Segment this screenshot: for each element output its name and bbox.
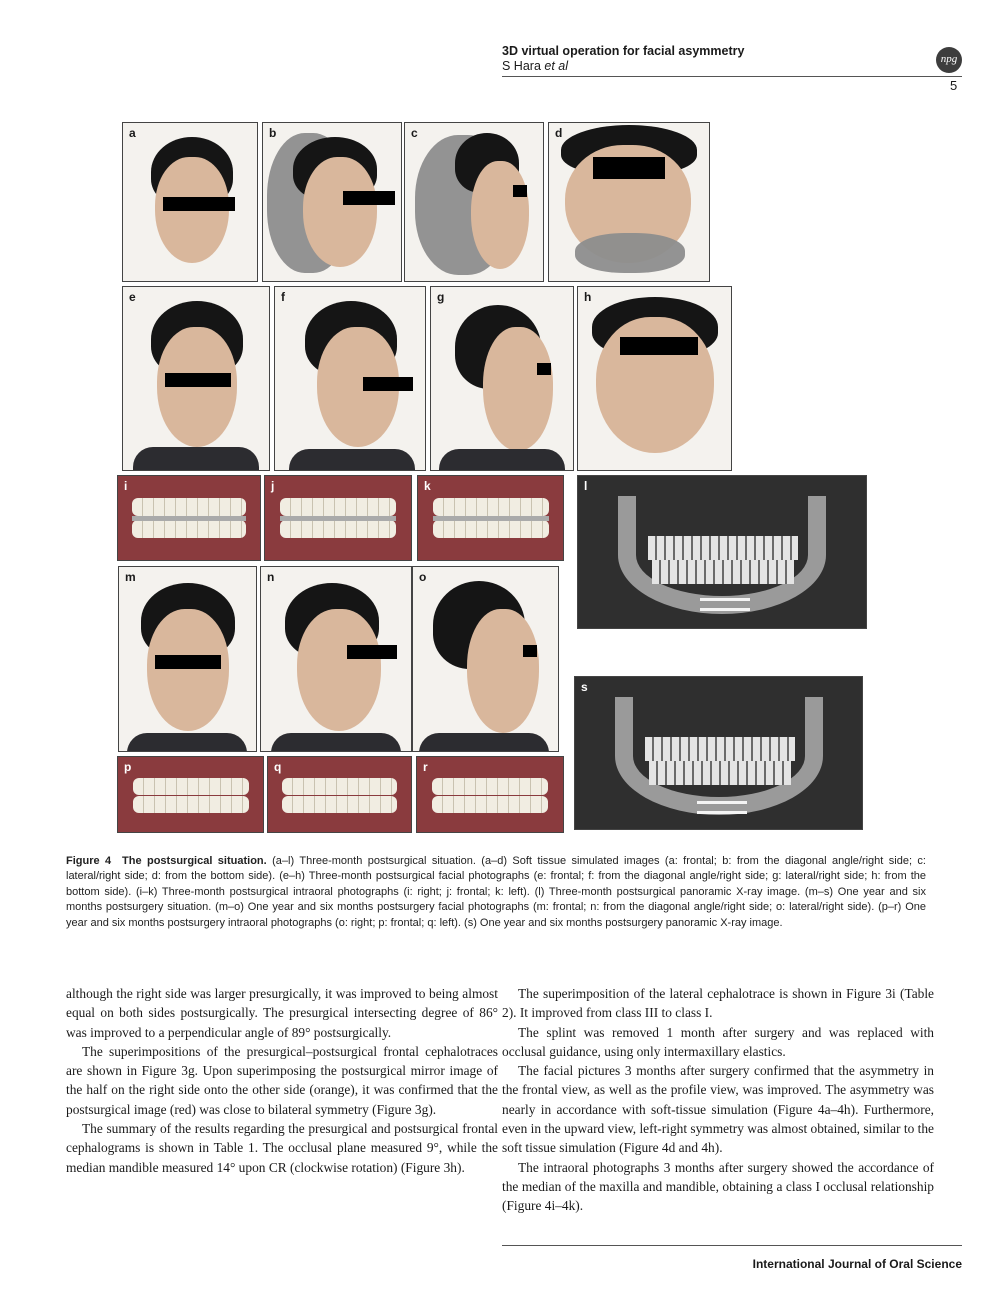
panel-k bbox=[417, 475, 564, 561]
caption-text: (a–l) Three-month postsurgical situation. (a–d) Soft tissue simulated images (a: frontal; b: from the diagonal angle/right side; c: lateral/right side; d: from the bottom side). (e–h) Three-month postsurgical facial photographs (e: frontal; f: from the diagonal angle/right side; g: lateral/right side; h: from the bottom side). (i–k) Three-month postsurgical intraoral photographs (i: right; j: frontal; k: left). (l) Three-month postsurgical panoramic X-ray image. (m–s) One year and six months postsurgery situation. (m–o) One year and six months postsurgery facial photographs (m: frontal; n: from the diagonal angle/right side; o: lateral/right side). (p–r) One year and six months postsurgery intraoral photographs (o: right; p: frontal; q: left). (s) One year and six months postsurgery panoramic X-ray image. bbox=[66, 855, 926, 929]
panel-j bbox=[264, 475, 412, 561]
panel-label: c bbox=[411, 126, 418, 140]
paragraph: The intraoral photographs 3 months after surgery showed the accordance of the median of the maxilla and mandible, obtaining a class I occlusal relationship (Figure 4i–4k). bbox=[502, 1159, 934, 1214]
panel-label: f bbox=[281, 290, 285, 304]
panel-p bbox=[117, 756, 264, 833]
panel-label: a bbox=[129, 126, 136, 140]
panel-label: d bbox=[555, 126, 563, 140]
figure-caption bbox=[66, 854, 926, 931]
running-title: 3D virtual operation for facial asymmetry bbox=[502, 44, 745, 58]
caption-title: The postsurgical situation. bbox=[122, 855, 267, 867]
panel-label: h bbox=[584, 290, 592, 304]
panel-n bbox=[260, 566, 412, 752]
panel-label: m bbox=[125, 570, 136, 584]
paragraph: although the right side was larger presurgically, it was improved to being almost equal on both sides postsurgically. The presurgical intersecting degree of 86° was improved to a perpendicular angle of 89° postsurgically. bbox=[66, 986, 498, 1040]
panel-l bbox=[577, 475, 867, 629]
panel-b bbox=[262, 122, 402, 282]
panel-m bbox=[118, 566, 257, 752]
panel-label: o bbox=[419, 570, 427, 584]
panel-label: g bbox=[437, 290, 445, 304]
page-number: 5 bbox=[950, 78, 958, 93]
panel-e bbox=[122, 286, 270, 471]
paragraph: The superimpositions of the presurgical–postsurgical frontal cephalotraces are shown in Figure 3g. Upon superimposing the postsurgical mirror image of the half on the right side onto the other side (orange), it was confirmed that the postsurgical image (red) was close to bilateral symmetry (Figure 3g). bbox=[66, 1043, 498, 1117]
panel-o bbox=[412, 566, 559, 752]
panel-label: i bbox=[124, 479, 128, 493]
panel-label: n bbox=[267, 570, 275, 584]
journal-name: International Journal of Oral Science bbox=[752, 1257, 962, 1271]
panel-q bbox=[267, 756, 412, 833]
panel-g bbox=[430, 286, 574, 471]
panel-label: e bbox=[129, 290, 136, 304]
running-authors: S Hara et al bbox=[502, 59, 569, 73]
panel-label: q bbox=[274, 760, 282, 774]
panel-d bbox=[548, 122, 710, 282]
panel-s bbox=[574, 676, 863, 830]
panel-label: p bbox=[124, 760, 132, 774]
npg-logo: npg bbox=[936, 47, 962, 73]
panel-label: s bbox=[581, 680, 588, 694]
paragraph: The summary of the results regarding the presurgical and postsurgical frontal cephalograms is shown in Table 1. The occlusal plane measured 9°, while the median mandible measured 14° upon CR (clockwise rotation) (Figure 3h). bbox=[66, 1121, 498, 1175]
header-rule bbox=[502, 76, 962, 77]
panel-i bbox=[117, 475, 261, 561]
panel-label: l bbox=[584, 479, 588, 493]
footer-rule bbox=[502, 1245, 962, 1246]
body-column-left bbox=[66, 984, 498, 1177]
panel-c bbox=[404, 122, 544, 282]
paragraph: The facial pictures 3 months after surgery confirmed that the asymmetry in the frontal view, as well as the profile view, was improved. The asymmetry was nearly in accordance with soft-tissue simulation (Figure 4a–4h). Furthermore, even in the upward view, left-right symmetry was almost obtained, similar to the soft tissue simulation (Figure 4d and 4h). bbox=[502, 1063, 934, 1156]
panel-f bbox=[274, 286, 426, 471]
paragraph: The superimposition of the lateral cephalotrace is shown in Figure 3i (Table 2). It improved from class III to class I. bbox=[502, 986, 934, 1021]
panel-a bbox=[122, 122, 258, 282]
panel-label: j bbox=[271, 479, 275, 493]
body-column-right bbox=[502, 984, 934, 1216]
panel-label: k bbox=[424, 479, 431, 493]
panel-h bbox=[577, 286, 732, 471]
caption-label: Figure 4 bbox=[66, 855, 112, 867]
paragraph: The splint was removed 1 month after surgery and was replaced with occlusal guidance, using only intermaxillary elastics. bbox=[502, 1024, 934, 1059]
panel-label: b bbox=[269, 126, 277, 140]
panel-r bbox=[416, 756, 564, 833]
panel-label: r bbox=[423, 760, 428, 774]
